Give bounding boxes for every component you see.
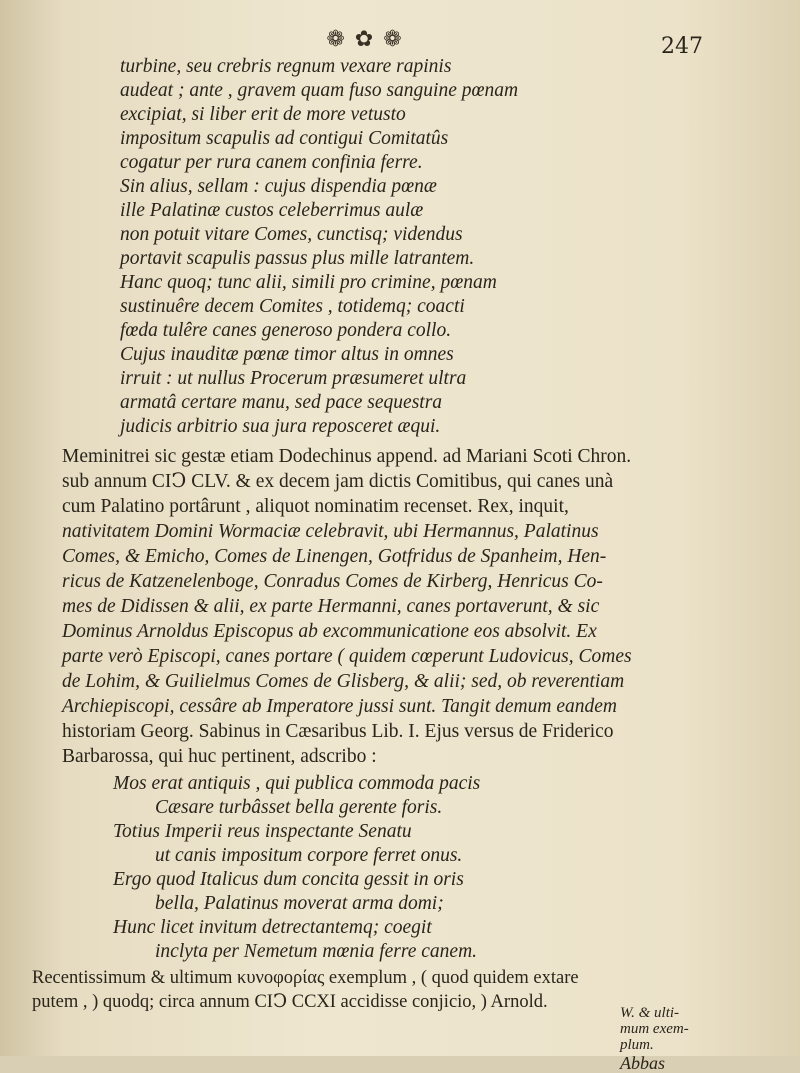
header-ornament [310,26,420,52]
prose-line: Dominus Arnoldus Episcopus ab excommunicatione eos absolvit. Ex [62,621,597,642]
verse-line: Totius Imperii reus inspectante Senatu [113,821,412,842]
verse-line: Cæsare turbâsset bella gerente foris. [155,797,443,818]
prose-line: Meminitrei sic gestæ etiam Dodechinus append. ad Mariani Scoti Chron. [62,446,632,467]
ornament-center-icon: ✿ [354,26,376,52]
verse-line: turbine, seu crebris regnum vexare rapinis [120,56,452,77]
verse-line: Mos erat antiquis , qui publica commoda pacis [113,773,481,794]
verse-line: sustinuêre decem Comites , totidemq; coacti [120,296,465,317]
verse-line: Hanc quoq; tunc alii, simili pro crimine, pœnam [120,272,497,293]
verse-line: excipiat, si liber erit de more vetusto [120,104,406,125]
ornament-right-icon: ❁ [383,26,404,52]
verse-line: bella, Palatinus moverat arma domi; [155,893,444,914]
margin-note-line: mum exem- [620,1021,689,1037]
ornament-left-icon: ❁ [326,26,347,52]
page-number: 247 [661,34,703,59]
prose-line: Comes, & Emicho, Comes de Linengen, Gotfridus de Spanheim, Hen- [62,546,607,567]
verse-line: irruit : ut nullus Procerum præsumeret ultra [120,368,467,389]
verse-line: Cujus inauditæ pœnæ timor altus in omnes [120,344,454,365]
margin-note-line: plum. [620,1037,654,1053]
verse-line: impositum scapulis ad contigui Comitatûs [120,128,449,149]
prose-line: Barbarossa, qui huc pertinent, adscribo : [62,746,377,767]
verse-line: inclyta per Nemetum mœnia ferre canem. [155,941,478,962]
prose-line: ricus de Katzenelenboge, Conradus Comes de Kirberg, Henricus Co- [62,571,603,592]
prose-line: de Lohim, & Guilielmus Comes de Glisberg, & alii; sed, ob reverentiam [62,671,625,692]
prose-line: nativitatem Domini Wormaciæ celebravit, ubi Hermannus, Palatinus [62,521,599,542]
prose-line: mes de Didissen & alii, ex parte Hermanni, canes portaverunt, & sic [62,596,600,617]
prose-line: parte verò Episcopi, canes portare ( quidem cœperunt Ludovicus, Comes [62,646,632,667]
prose-line: sub annum CIↃ CLV. & ex decem jam dictis Comitibus, qui canes unà [62,471,614,492]
prose-line: cum Palatino portârunt , aliquot nominatim recenset. Rex, inquit, [62,496,569,517]
verse-line: portavit scapulis passus plus mille latrantem. [120,248,475,269]
verse-line: Ergo quod Italicus dum concita gessit in oris [113,869,464,890]
verse-line: ille Palatinæ custos celeberrimus aulæ [120,200,424,221]
verse-line: fœda tulêre canes generoso pondera collo. [120,320,452,341]
verse-line: Hunc licet invitum detrectantemq; coegit [113,917,432,938]
closing-line: putem , ) quodq; circa annum CIↃ CCXI accidisse conjicio, ) Arnold. [32,992,548,1012]
verse-line: armatâ certare manu, sed pace sequestra [120,392,443,413]
margin-note-line: W. & ulti- [620,1005,680,1021]
margin-note [620,1005,770,1071]
verse-line: Sin alius, sellam : cujus dispendia pœnæ [120,176,437,197]
margin-note-line: Abbas [620,1053,665,1073]
prose-line: Archiepiscopi, cessâre ab Imperatore jussi sunt. Tangit demum eandem [62,696,617,717]
verse-line: non potuit vitare Comes, cunctisq; videndus [120,224,463,245]
verse-line: audeat ; ante , gravem quam fuso sanguine pœnam [120,80,519,101]
verse-line: cogatur per rura canem confinia ferre. [120,152,423,173]
verse-line: judicis arbitrio sua jura reposceret æqui. [120,416,441,437]
closing-line: Recentissimum & ultimum κυνοφορίας exemplum , ( quod quidem extare [32,968,579,988]
verse-line: ut canis impositum corpore ferret onus. [155,845,463,866]
prose-line: historiam Georg. Sabinus in Cæsaribus Lib. I. Ejus versus de Friderico [62,721,614,742]
